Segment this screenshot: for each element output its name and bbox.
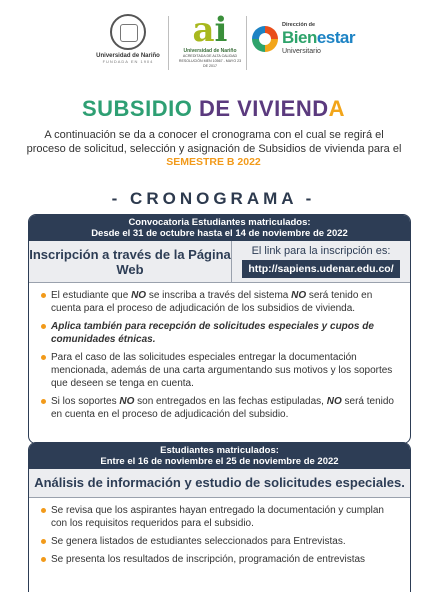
- ai-line1: ACREDITADA DE ALTA CALIDAD: [182, 54, 238, 58]
- bienestar-logo: [252, 22, 355, 62]
- section-header: [29, 443, 410, 469]
- section-header-line2: Desde el 31 de octubre hasta el 14 de noviembre de 2022: [91, 227, 348, 239]
- list-item: Se genera listados de estudiantes seleccionados para Entrevistas.: [51, 535, 396, 548]
- logo-bar: [0, 12, 427, 74]
- ai-name: Universidad de Nariño: [183, 48, 237, 54]
- bullet-list: [29, 498, 410, 566]
- bienestar-big: Bienestar: [282, 28, 355, 47]
- intro-text: A continuación se da a conocer el cronograma con el cual se regirá el proceso de solicitud, selección y asignación de Subsidios de vivienda para el: [26, 129, 402, 155]
- bienestar-small: Dirección de: [282, 22, 316, 28]
- list-item: Si los soportes NO son entregados en las fechas estipuladas, NO será tenido en cuenta en el proceso de adjudicación del subsidio.: [51, 396, 394, 420]
- inscription-link[interactable]: http://sapiens.udenar.edu.co/: [242, 260, 399, 278]
- udenar-name: Universidad de Nariño: [96, 53, 160, 59]
- analysis-title: Análisis de información y estudio de solicitudes especiales.: [29, 469, 410, 498]
- list-item: Se presenta los resultados de inscripción, programación de entrevistas: [51, 553, 396, 566]
- page-title: SUBSIDIO DE VIVIENDA: [81, 96, 346, 121]
- ai-mark: ai: [192, 10, 228, 50]
- ai-line2: RESOLUCIÓN MEN 10567 - MAYO 23 DE 2017: [178, 59, 242, 68]
- list-item: El estudiante que NO se inscriba a través del sistema NO será tenido en cuenta para el proceso de adjudicación de los subsidios de vivienda.: [51, 289, 396, 315]
- section-header-line1: Convocatoria Estudiantes matriculados:: [128, 217, 311, 228]
- section-header-line2: Entre el 16 de noviembre el 25 de noviembre de 2022: [100, 455, 339, 467]
- bullet-list: [29, 283, 410, 421]
- link-label: El link para la inscripción es:: [251, 245, 391, 257]
- semester-label: SEMESTRE B 2022: [166, 156, 261, 168]
- section-convocatoria: [28, 214, 411, 444]
- inscription-title: Inscripción a través de la Página Web: [29, 247, 231, 277]
- section-header-line1: Estudiantes matriculados:: [160, 445, 279, 456]
- cronograma-heading: - CRONOGRAMA -: [111, 189, 316, 208]
- link-panel: [231, 241, 410, 282]
- logo-divider: [246, 16, 247, 70]
- udenar-logo: [92, 12, 164, 74]
- bienestar-circle-icon: [252, 26, 278, 52]
- list-item: Para el caso de las solicitudes especiales entregar la documentación mencionada, además de una carta argumentando sus motivos y los soportes que deseen se tenga en cuenta.: [51, 351, 396, 390]
- accreditation-logo: [176, 12, 244, 74]
- list-item: Aplica también para recepción de solicitudes especiales y cupos de comunidades étnicas.: [51, 320, 396, 346]
- university-seal-icon: [110, 14, 146, 50]
- list-item: Se revisa que los aspirantes hayan entregado la documentación y cumplan con los requisitos requeridos para el subsidio.: [51, 504, 396, 530]
- section-header: [29, 215, 410, 241]
- section-analisis: [28, 442, 411, 592]
- udenar-tag: FUNDADA EN 1904: [102, 59, 154, 64]
- bienestar-sub: Universitario: [282, 48, 321, 55]
- logo-divider: [168, 16, 169, 70]
- section-subheader: [29, 241, 410, 283]
